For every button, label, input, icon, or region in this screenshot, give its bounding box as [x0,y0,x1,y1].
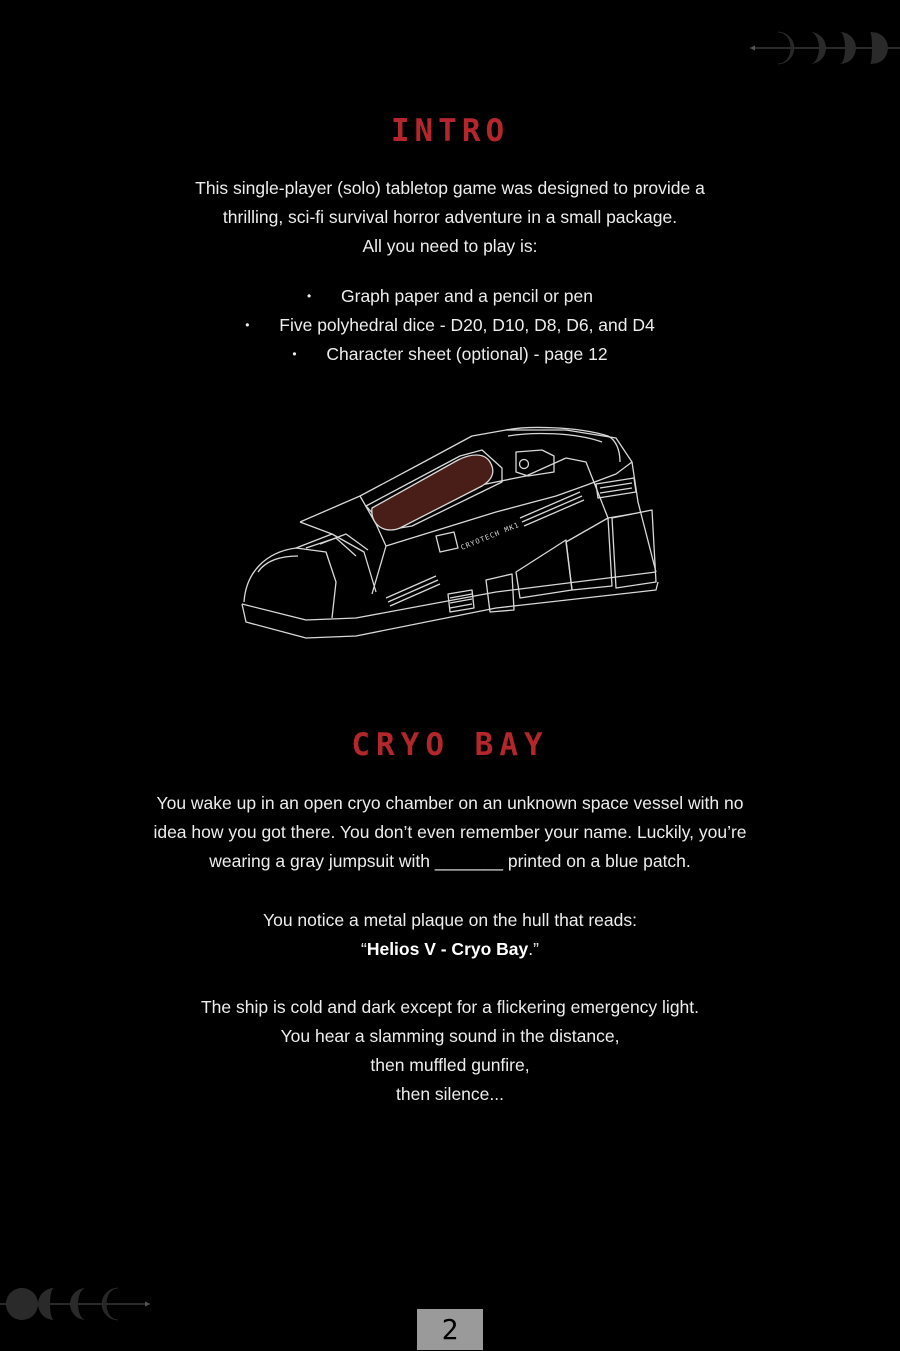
list-item-text: Character sheet (optional) - page 12 [326,344,608,364]
cryo-paragraph-2 [100,906,800,964]
intro-line: thrilling, sci-fi survival horror adventure in a small package. [222,207,678,227]
bullet-marker: • [307,289,312,303]
paragraph-line: then muffled gunfire, [370,1055,530,1075]
paragraph-line: The ship is cold and dark except for a flickering emergency light. [200,997,700,1017]
pod-label: CRYOTECH MK1 [459,520,521,552]
cryo-pod-illustration [236,422,666,646]
paragraph-line: then silence... [396,1084,504,1104]
paragraph-line: wearing a gray jumpsuit with _______ printed on a blue patch. [209,851,691,871]
list-item [0,340,900,369]
open-quote: “ [361,939,367,959]
plaque-quote [100,935,800,964]
list-item-text: Five polyhedral dice - D20, D10, D8, D6, and D4 [279,315,655,335]
list-item [0,282,900,311]
moon-phases-arrow-left-icon [748,30,900,66]
bullet-marker: • [292,347,297,361]
paragraph-line: idea how you got there. You don’t even remember your name. Luckily, you’re [153,822,747,842]
intro-heading: INTRO [390,113,510,149]
intro-line: This single-player (solo) tabletop game was designed to provide a [195,178,705,198]
cryo-paragraph-3 [100,993,800,1109]
page-number: 2 [417,1309,483,1350]
close-quote: .” [528,939,539,959]
cryo-paragraph-1 [80,789,820,876]
plaque-text: Helios V - Cryo Bay [366,939,529,959]
cryo-bay-heading: CRYO BAY [351,727,549,763]
requirements-list [0,282,900,369]
intro-line: All you need to play is: [362,236,538,256]
list-item-text: Graph paper and a pencil or pen [341,286,593,306]
moon-phases-arrow-right-icon [0,1286,156,1322]
intro-paragraph [100,174,800,261]
paragraph-line: You wake up in an open cryo chamber on an unknown space vessel with no [156,793,744,813]
paragraph-line: You notice a metal plaque on the hull that reads: [263,910,637,930]
bullet-marker: • [245,318,250,332]
paragraph-line: You hear a slamming sound in the distance, [280,1026,620,1046]
list-item [0,311,900,340]
